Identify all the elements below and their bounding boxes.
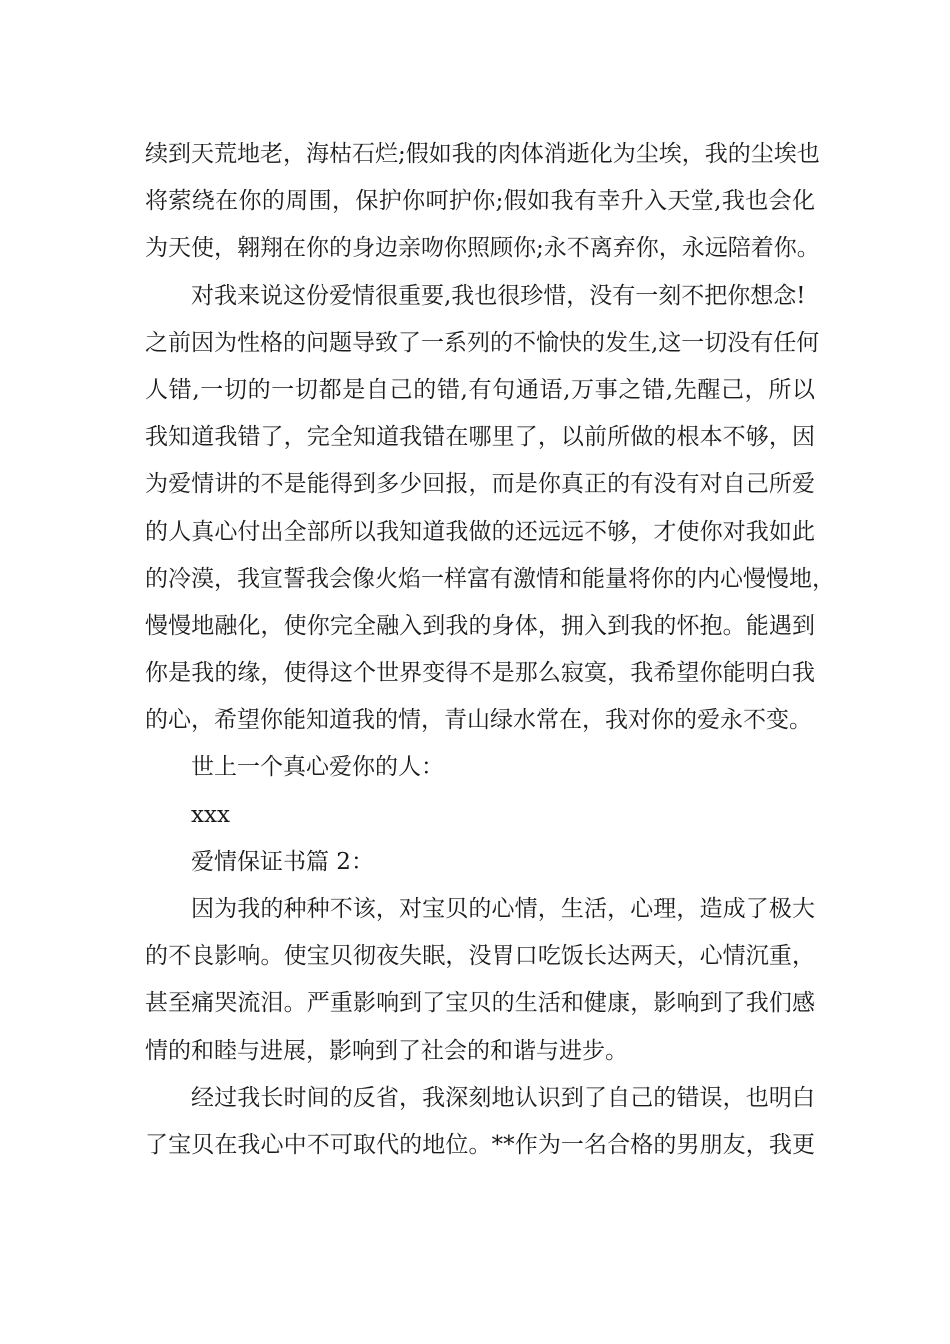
document-body: [145, 131, 835, 1169]
text-line: 将萦绕在你的周围，保护你呵护你;假如我有幸升入天堂,我也会化: [145, 188, 815, 215]
text-line: 的不良影响。使宝贝彻夜失眠，没胃口吃饭长达两天，心情沉重，: [145, 943, 815, 970]
text-line: 慢慢地融化，使你完全融入到我的身体，拥入到我的怀抱。能遇到: [145, 612, 815, 639]
text-line: 续到天荒地老，海枯石烂;假如我的肉体消逝化为尘埃，我的尘埃也: [145, 141, 820, 167]
text-line: 的心，希望你能知道我的情，青山绿水常在，我对你的爱永不变。: [145, 707, 812, 734]
text-line: 情的和睦与进展，影响到了社会的和谐与进步。: [145, 1037, 628, 1064]
text-line: 经过我长时间的反省，我深刻地认识到了自己的错误，也明白: [191, 1084, 815, 1111]
text-line: 我知道我错了，完全知道我错在哪里了，以前所做的根本不够，因: [145, 424, 815, 451]
signature-name: xxx: [191, 801, 230, 828]
text-line: 因为我的种种不该，对宝贝的心情，生活，心理，造成了极大: [191, 896, 815, 922]
text-line: 甚至痛哭流泪。严重影响到了宝贝的生活和健康，影响到了我们感: [145, 990, 815, 1017]
text-line: 的冷漠，我宣誓我会像火焰一样富有激情和能量将你的内心慢慢地，: [145, 565, 835, 592]
text-line: 对我来说这份爱情很重要,我也很珍惜，没有一刻不把你想念!: [191, 282, 806, 309]
text-line: 了宝贝在我心中不可取代的地位。**作为一名合格的男朋友，我更: [145, 1131, 815, 1158]
text-line: 为天使，翱翔在你的身边亲吻你照顾你;永不离弃你，永远陪着你。: [145, 235, 820, 262]
signature-line: 世上一个真心爱你的人：: [191, 754, 444, 781]
text-line: 的人真心付出全部所以我知道我做的还远远不够，才使你对我如此: [145, 518, 815, 545]
text-line: 你是我的缘，使得这个世界变得不是那么寂寞，我希望你能明白我: [145, 660, 815, 687]
text-line: 人错,一切的一切都是自己的错,有句通语,万事之错,先醒己，所以: [145, 376, 815, 403]
text-line: 为爱情讲的不是能得到多少回报，而是你真正的有没有对自己所爱: [145, 471, 815, 498]
section-heading: 爱情保证书篇 2：: [191, 848, 374, 875]
text-line: 之前因为性格的问题导致了一系列的不愉快的发生,这一切没有任何: [145, 329, 820, 356]
